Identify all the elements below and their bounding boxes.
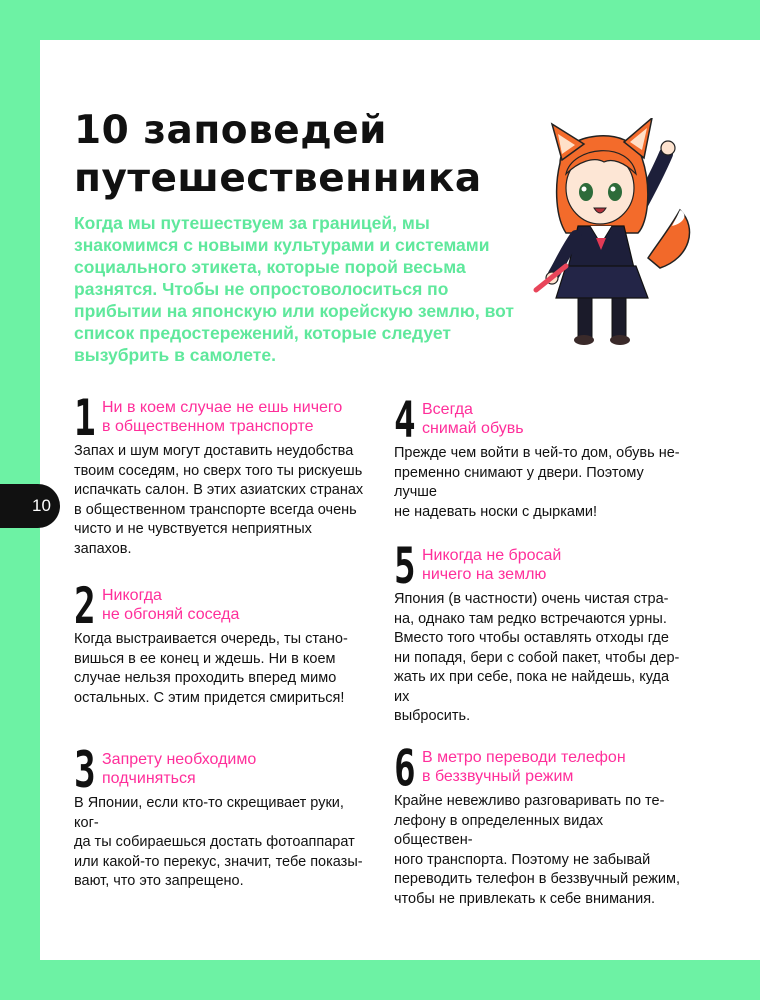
intro-paragraph: Когда мы путешествуем за границей, мы знакомимся с новыми культурами и системами социального этикета, которые порой весьма разнятся. Чтобы не опростоволоситься по прибытии на японскую или корейскую землю, вот список предостережений, которые следует вызубрить в самолете. — [74, 213, 514, 365]
rule-title: Никогда не обгоняй соседа — [102, 587, 240, 623]
fox-girl-illustration — [520, 118, 700, 348]
rule-title: Всегда снимай обувь — [422, 401, 524, 437]
rule-4 — [394, 391, 684, 522]
page-title: 10 заповедей путешественника — [74, 108, 482, 201]
rule-text: Япония (в частности) очень чистая стра- на, однако там редко встречаются урны. Вместо того чтобы оставлять отходы где ни попадя, бери с собой пакет, чтобы дер- жать их при себе, пока не найдешь, куда их выбросить. — [394, 591, 680, 724]
rule-number: 4 — [394, 391, 416, 449]
rule-number: 6 — [394, 739, 416, 797]
rule-number: 5 — [394, 537, 416, 595]
rule-text: Крайне невежливо разговаривать по те- лефону в определенных видах обществен- ного транспорта. Поэтому не забывай переводить телефон в беззвучный режим, чтобы не привлекать к себе внимания. — [394, 793, 680, 907]
eye-left — [579, 183, 593, 201]
rule-1 — [74, 389, 364, 559]
rule-title: Ни в коем случае не ешь ничего в общественном транспорте — [102, 399, 343, 435]
rule-text: Запах и шум могут доставить неудобства твоим соседям, но сверх того ты рискуешь испачкать салон. В этих азиатских странах в общественном транспорте всегда очень чисто и не чувствуется неприятных запахов. — [74, 443, 364, 557]
rule-title: Запрету необходимо подчиняться — [102, 751, 257, 787]
rule-text: Прежде чем войти в чей-то дом, обувь не- пременно снимают у двери. Поэтому лучше не надевать носки с дырками! — [394, 445, 680, 520]
rule-3 — [74, 741, 364, 892]
rule-number: 2 — [74, 577, 96, 635]
page-number-tab: 10 — [0, 484, 60, 528]
rule-text: Когда выстраивается очередь, ты стано- вишься в ее конец и ждешь. Ни в коем случае нельзя проходить вперед мимо остальных. С этим придется смириться! — [74, 631, 348, 706]
rule-title: В метро переводи телефон в беззвучный режим — [422, 749, 626, 785]
rule-number: 1 — [74, 389, 96, 447]
rule-2 — [74, 577, 364, 708]
eye-right — [608, 183, 622, 201]
skirt — [556, 266, 648, 298]
rule-title: Никогда не бросай ничего на землю — [422, 547, 562, 583]
rule-number: 3 — [74, 741, 96, 799]
rule-5 — [394, 537, 684, 727]
rule-6 — [394, 739, 684, 909]
rule-text: В Японии, если кто-то скрещивает руки, ког- да ты собираешься достать фотоаппарат или какой-то перекус, значит, тебе показы- вают, что это запрещено. — [74, 795, 363, 889]
